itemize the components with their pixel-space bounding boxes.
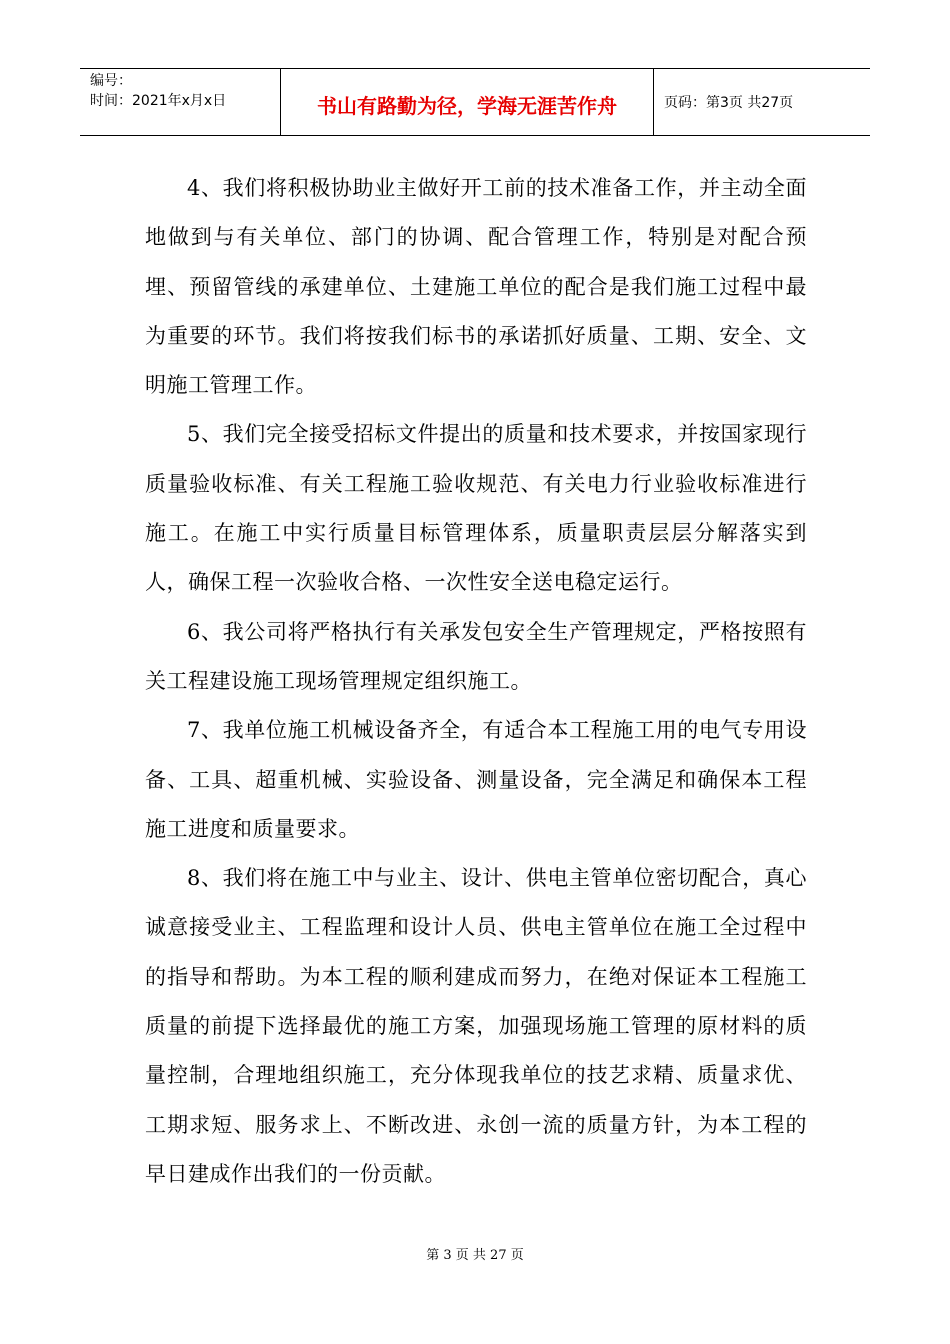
- document-body: [145, 164, 807, 1199]
- header-page-info: 页码：第3页 共27页: [664, 95, 794, 111]
- page-header: [80, 68, 870, 136]
- paragraph-7: 7、我单位施工机械设备齐全，有适合本工程施工用的电气专用设备、工具、超重机械、实验设备、测量设备，完全满足和确保本工程施工进度和质量要求。: [145, 718, 807, 841]
- page-footer: 第 3 页 共 27 页: [426, 1248, 524, 1263]
- paragraph-8: 8、我们将在施工中与业主、设计、供电主管单位密切配合，真心诚意接受业主、工程监理和设计人员、供电主管单位在施工全过程中的指导和帮助。为本工程的顺利建成而努力，在绝对保证本工程施工质量的前提下选择最优的施工方案，加强现场施工管理的原材料的质量控制，合理地组织施工，充分体现我单位的技艺求精、质量求优、工期求短、服务求上、不断改进、永创一流的质量方针，为本工程的早日建成作出我们的一份贡献。: [145, 866, 807, 1186]
- paragraph-5: 5、我们完全接受招标文件提出的质量和技术要求，并按国家现行质量验收标准、有关工程施工验收规范、有关电力行业验收标准进行施工。在施工中实行质量目标管理体系，质量职责层层分解落实到人，确保工程一次验收合格、一次性安全送电稳定运行。: [145, 422, 807, 595]
- paragraph-4: 4、我们将积极协助业主做好开工前的技术准备工作，并主动全面地做到与有关单位、部门的协调、配合管理工作，特别是对配合预埋、预留管线的承建单位、土建施工单位的配合是我们施工过程中最为重要的环节。我们将按我们标书的承诺抓好质量、工期、安全、文明施工管理工作。: [145, 176, 807, 398]
- document-date: 时间：2021年x月x日: [90, 93, 227, 109]
- document-number-label: 编号：: [90, 73, 132, 89]
- paragraph-6: 6、我公司将严格执行有关承发包安全生产管理规定，严格按照有关工程建设施工现场管理规定组织施工。: [145, 619, 807, 693]
- header-meta-cell: [80, 69, 281, 135]
- header-motto: 书山有路勤为径，学海无涯苦作舟: [281, 69, 654, 135]
